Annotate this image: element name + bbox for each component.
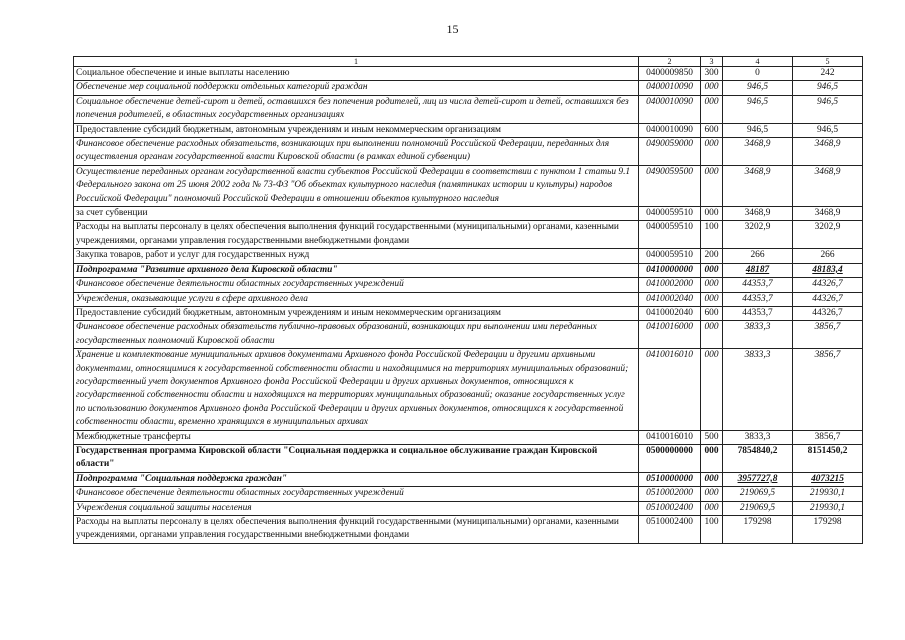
row-code-cell: 0510002400 (639, 501, 701, 515)
row-value-1-cell: 44353,7 (723, 278, 793, 292)
row-value-2-cell: 266 (793, 249, 863, 263)
row-code-cell: 0400010090 (639, 95, 701, 123)
row-name-cell: Расходы на выплаты персоналу в целях обеспечения выполнения функций государственными (муниципальными) органами, казенными учреждениями, органами управления государственными внебюджетными фондами (74, 516, 639, 544)
table-row (74, 263, 863, 277)
row-name-cell: Государственная программа Кировской области "Социальная поддержка и социальное обслуживание граждан Кировской области" (74, 444, 639, 472)
row-vr-cell: 000 (701, 95, 723, 123)
row-vr-cell: 100 (701, 221, 723, 249)
row-value-2-cell: 8151450,2 (793, 444, 863, 472)
table-row (74, 138, 863, 166)
table-row (74, 430, 863, 444)
row-name-cell: Подпрограмма "Развитие архивного дела Кировской области" (74, 263, 639, 277)
table-row (74, 81, 863, 95)
row-name-cell: Осуществление переданных органам государственной власти субъектов Российской Федерации в соответствии с пунктом 1 статьи 9.1 Федерального закона от 25 июня 2002 года № 73-ФЗ "Об объектах культурного наследия (памятниках истории и культуры) народов Российской Федерации" полномочий Российской Федерации в отношении объектов культурного наследия (74, 165, 639, 206)
row-code-cell: 0410016010 (639, 430, 701, 444)
row-code-cell: 0410016000 (639, 321, 701, 349)
row-code-cell: 0400010090 (639, 123, 701, 137)
row-value-2-cell: 4073215 (793, 472, 863, 486)
row-name-cell: Социальное обеспечение детей-сирот и детей, оставшихся без попечения родителей, лиц из числа детей-сирот и детей, оставшихся без попечения родителей, в областных государственных организациях (74, 95, 639, 123)
row-code-cell: 0410016010 (639, 349, 701, 430)
row-vr-cell: 000 (701, 487, 723, 501)
row-value-2-cell: 242 (793, 67, 863, 81)
row-value-2-cell: 44326,7 (793, 278, 863, 292)
row-code-cell: 0410002040 (639, 306, 701, 320)
header-col-5: 5 (793, 57, 863, 67)
row-value-2-cell: 48183,4 (793, 263, 863, 277)
row-name-cell: Предоставление субсидий бюджетным, автономным учреждениям и иным некоммерческим организациям (74, 123, 639, 137)
row-code-cell: 0500000000 (639, 444, 701, 472)
row-value-2-cell: 946,5 (793, 123, 863, 137)
table-row (74, 487, 863, 501)
row-vr-cell: 000 (701, 292, 723, 306)
row-value-1-cell: 44353,7 (723, 306, 793, 320)
row-value-1-cell: 179298 (723, 516, 793, 544)
row-value-1-cell: 266 (723, 249, 793, 263)
table-row (74, 444, 863, 472)
row-vr-cell: 200 (701, 249, 723, 263)
row-value-2-cell: 3202,9 (793, 221, 863, 249)
row-vr-cell: 600 (701, 123, 723, 137)
row-value-2-cell: 946,5 (793, 81, 863, 95)
row-code-cell: 0400059510 (639, 249, 701, 263)
table-row (74, 95, 863, 123)
row-value-1-cell: 3833,3 (723, 321, 793, 349)
row-code-cell: 0400059510 (639, 207, 701, 221)
row-value-1-cell: 3468,9 (723, 138, 793, 166)
row-code-cell: 0410000000 (639, 263, 701, 277)
row-value-1-cell: 3957727,8 (723, 472, 793, 486)
row-value-2-cell: 3856,7 (793, 321, 863, 349)
row-value-1-cell: 219069,5 (723, 501, 793, 515)
row-code-cell: 0400009850 (639, 67, 701, 81)
row-value-1-cell: 3833,3 (723, 349, 793, 430)
page-number: 15 (446, 22, 459, 36)
table-header-row (74, 57, 863, 67)
table-row (74, 249, 863, 263)
row-vr-cell: 000 (701, 81, 723, 95)
row-name-cell: Предоставление субсидий бюджетным, автономным учреждениям и иным некоммерческим организациям (74, 306, 639, 320)
row-value-2-cell: 44326,7 (793, 292, 863, 306)
row-value-2-cell: 3468,9 (793, 138, 863, 166)
row-vr-cell: 000 (701, 278, 723, 292)
row-vr-cell: 000 (701, 138, 723, 166)
row-value-1-cell: 3833,3 (723, 430, 793, 444)
row-value-1-cell: 3468,9 (723, 207, 793, 221)
row-name-cell: Учреждения, оказывающие услуги в сфере архивного дела (74, 292, 639, 306)
row-vr-cell: 000 (701, 321, 723, 349)
table-row (74, 516, 863, 544)
row-vr-cell: 000 (701, 472, 723, 486)
row-code-cell: 0400010090 (639, 81, 701, 95)
table-row (74, 67, 863, 81)
row-name-cell: за счет субвенции (74, 207, 639, 221)
row-value-1-cell: 7854840,2 (723, 444, 793, 472)
row-vr-cell: 500 (701, 430, 723, 444)
table-row (74, 349, 863, 430)
table-row (74, 321, 863, 349)
row-name-cell: Социальное обеспечение и иные выплаты населению (74, 67, 639, 81)
row-value-1-cell: 219069,5 (723, 487, 793, 501)
table-row (74, 278, 863, 292)
row-vr-cell: 000 (701, 207, 723, 221)
row-code-cell: 0400059510 (639, 221, 701, 249)
row-value-2-cell: 946,5 (793, 95, 863, 123)
row-code-cell: 0490059000 (639, 138, 701, 166)
row-name-cell: Обеспечение мер социальной поддержки отдельных категорий граждан (74, 81, 639, 95)
table-row (74, 221, 863, 249)
header-col-2: 2 (639, 57, 701, 67)
row-vr-cell: 000 (701, 263, 723, 277)
row-name-cell: Закупка товаров, работ и услуг для государственных нужд (74, 249, 639, 263)
table-row (74, 472, 863, 486)
row-value-2-cell: 3468,9 (793, 165, 863, 206)
row-name-cell: Учреждения социальной защиты населения (74, 501, 639, 515)
row-code-cell: 0510002400 (639, 516, 701, 544)
row-vr-cell: 000 (701, 349, 723, 430)
row-name-cell: Финансовое обеспечение расходных обязательств публично-правовых образований, возникающих при выполнении ими переданных государственных полномочий Кировской области (74, 321, 639, 349)
row-value-2-cell: 3856,7 (793, 430, 863, 444)
header-col-3: 3 (701, 57, 723, 67)
row-value-1-cell: 3468,9 (723, 165, 793, 206)
row-value-2-cell: 179298 (793, 516, 863, 544)
table-row (74, 292, 863, 306)
row-value-2-cell: 219930,1 (793, 501, 863, 515)
row-name-cell: Подпрограмма "Социальная поддержка граждан" (74, 472, 639, 486)
budget-table (73, 56, 863, 544)
row-value-2-cell: 3468,9 (793, 207, 863, 221)
row-value-1-cell: 0 (723, 67, 793, 81)
row-value-1-cell: 44353,7 (723, 292, 793, 306)
row-code-cell: 0510002000 (639, 487, 701, 501)
row-code-cell: 0410002000 (639, 278, 701, 292)
row-code-cell: 0490059500 (639, 165, 701, 206)
row-value-1-cell: 946,5 (723, 81, 793, 95)
row-name-cell: Расходы на выплаты персоналу в целях обеспечения выполнения функций государственными (муниципальными) органами, казенными учреждениями, органами управления государственными внебюджетными фондами (74, 221, 639, 249)
row-vr-cell: 100 (701, 516, 723, 544)
table-row (74, 165, 863, 206)
row-name-cell: Финансовое обеспечение деятельности областных государственных учреждений (74, 487, 639, 501)
row-value-2-cell: 219930,1 (793, 487, 863, 501)
table-row (74, 306, 863, 320)
row-value-2-cell: 44326,7 (793, 306, 863, 320)
row-name-cell: Финансовое обеспечение деятельности областных государственных учреждений (74, 278, 639, 292)
row-value-2-cell: 3856,7 (793, 349, 863, 430)
header-col-1: 1 (74, 57, 639, 67)
row-value-1-cell: 946,5 (723, 95, 793, 123)
row-value-1-cell: 946,5 (723, 123, 793, 137)
row-value-1-cell: 3202,9 (723, 221, 793, 249)
row-name-cell: Финансовое обеспечение расходных обязательств, возникающих при выполнении полномочий Российской Федерации, переданных для осуществления органам государственной власти Кировской области (в рамках единой субвенции) (74, 138, 639, 166)
row-value-1-cell: 48187 (723, 263, 793, 277)
header-col-4: 4 (723, 57, 793, 67)
row-vr-cell: 300 (701, 67, 723, 81)
table-row (74, 501, 863, 515)
row-code-cell: 0510000000 (639, 472, 701, 486)
row-name-cell: Межбюджетные трансферты (74, 430, 639, 444)
row-code-cell: 0410002040 (639, 292, 701, 306)
row-vr-cell: 600 (701, 306, 723, 320)
row-name-cell: Хранение и комплектование муниципальных архивов документами Архивного фонда Российской Федерации и другими архивными документами, относящимися к государственной собственности области и находящимися на территориях муниципальных образований; государственный учет документов Архивного фонда Российской Федерации и других архивных документов, относящихся к государственной собственности области и находящихся на территориях муниципальных образований; оказание государственных услуг по использованию документов Архивного фонда Российской Федерации и других архивных документов, относящихся к государственной собственности области, временно хранящихся в муниципальных архивах (74, 349, 639, 430)
row-vr-cell: 000 (701, 444, 723, 472)
row-vr-cell: 000 (701, 165, 723, 206)
row-vr-cell: 000 (701, 501, 723, 515)
table-row (74, 123, 863, 137)
table-row (74, 207, 863, 221)
